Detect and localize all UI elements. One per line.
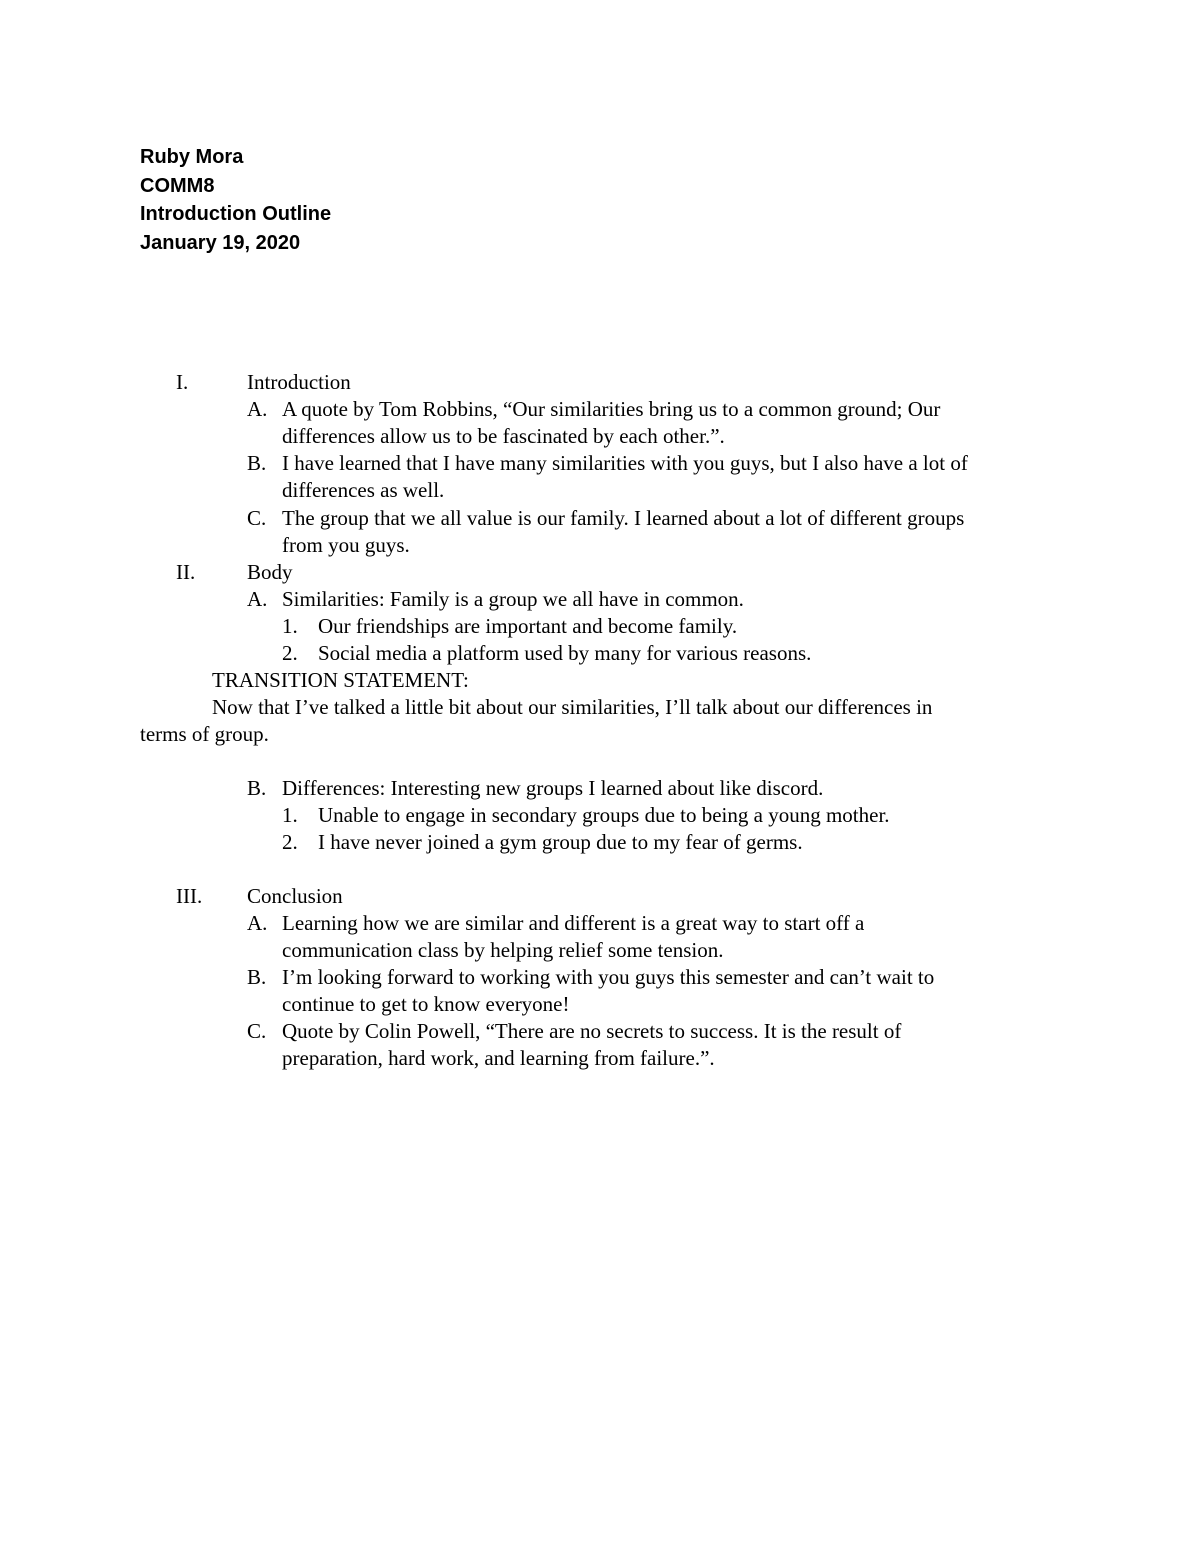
body-a-item-1-text: Our friendships are important and become family. (318, 614, 738, 638)
body-a-item-2-text: Social media a platform used by many for various reasons. (318, 641, 812, 665)
body-b-text: Differences: Interesting new groups I learned about like discord. (282, 776, 824, 800)
conclusion-c-text-line1: Quote by Colin Powell, “There are no secrets to success. It is the result of (282, 1019, 902, 1043)
section-numeral-introduction: I. (176, 370, 189, 394)
intro-b-text-line1: I have learned that I have many similarities with you guys, but I also have a lot of (282, 451, 968, 475)
conclusion-a-text-line2: communication class by helping relief some tension. (282, 938, 724, 962)
transition-text-line2: terms of group. (140, 722, 269, 746)
intro-a-text-line1: A quote by Tom Robbins, “Our similarities bring us to a common ground; Our (282, 397, 941, 421)
intro-b-text-line2: differences as well. (282, 478, 445, 502)
body-a-item-1-marker: 1. (282, 614, 298, 638)
body-a-item-2-marker: 2. (282, 641, 298, 665)
intro-b-marker: B. (247, 451, 267, 475)
intro-a-marker: A. (247, 397, 268, 421)
section-title-introduction: Introduction (247, 370, 351, 394)
author-name: Ruby Mora (140, 146, 244, 168)
transition-label: TRANSITION STATEMENT: (212, 668, 469, 692)
conclusion-b-text-line2: continue to get to know everyone! (282, 992, 570, 1016)
intro-c-text-line1: The group that we all value is our family. I learned about a lot of different groups (282, 506, 965, 530)
conclusion-b-marker: B. (247, 965, 267, 989)
body-a-text: Similarities: Family is a group we all have in common. (282, 587, 744, 611)
section-numeral-conclusion: III. (176, 884, 203, 908)
conclusion-c-marker: C. (247, 1019, 267, 1043)
intro-c-text-line2: from you guys. (282, 533, 410, 557)
section-numeral-body: II. (176, 560, 196, 584)
body-b-item-1-text: Unable to engage in secondary groups due to being a young mother. (318, 803, 890, 827)
intro-c-marker: C. (247, 506, 267, 530)
conclusion-a-text-line1: Learning how we are similar and different is a great way to start off a (282, 911, 865, 935)
assignment-title: Introduction Outline (140, 203, 332, 225)
document-date: January 19, 2020 (140, 231, 301, 254)
conclusion-b-text-line1: I’m looking forward to working with you guys this semester and can’t wait to (282, 965, 935, 989)
section-title-body: Body (247, 560, 293, 584)
conclusion-a-marker: A. (247, 911, 268, 935)
body-b-item-1-marker: 1. (282, 803, 298, 827)
body-b-item-2-marker: 2. (282, 830, 298, 854)
transition-text-line1: Now that I’ve talked a little bit about our similarities, I’ll talk about our differences in (212, 695, 933, 719)
course-code: COMM8 (140, 174, 215, 197)
intro-a-text-line2: differences allow us to be fascinated by each other.”. (282, 424, 725, 448)
section-title-conclusion: Conclusion (247, 884, 343, 908)
conclusion-c-text-line2: preparation, hard work, and learning from failure.”. (282, 1046, 715, 1070)
body-b-marker: B. (247, 776, 267, 800)
body-a-marker: A. (247, 587, 268, 611)
body-b-item-2-text: I have never joined a gym group due to my fear of germs. (318, 830, 803, 854)
